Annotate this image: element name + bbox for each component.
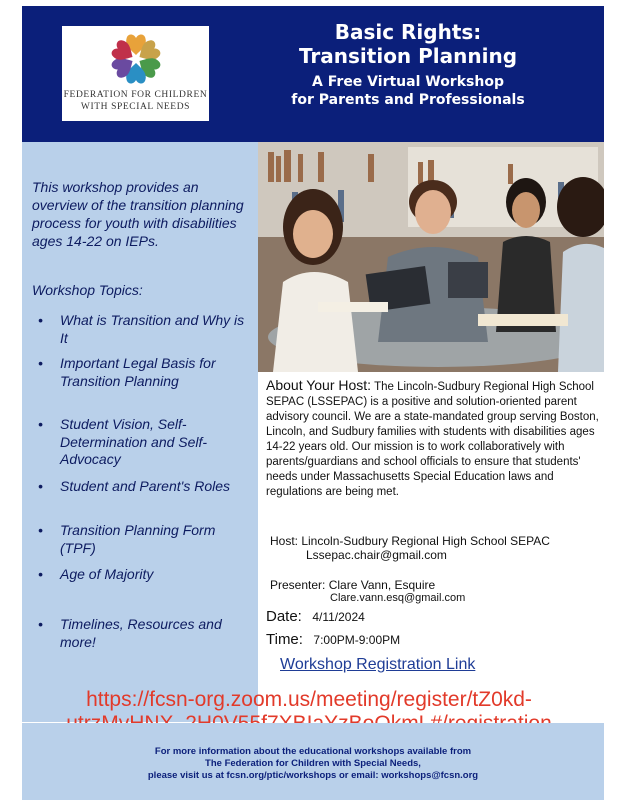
date-label: Date: (266, 608, 302, 625)
topics-heading: Workshop Topics: (32, 282, 143, 298)
footer-line2: The Federation for Children with Special Needs, (205, 758, 421, 769)
sidebar-panel (22, 142, 258, 722)
title-line2: Transition Planning (298, 44, 518, 68)
topic-item (32, 478, 252, 496)
topic-label: Transition Planning Form (TPF) (60, 522, 216, 556)
topic-label: Student and Parent's Roles (60, 478, 231, 494)
topic-label: Age of Majority (60, 566, 154, 582)
date-value: 4/11/2024 (312, 610, 365, 624)
topic-label: What is Transition and Why is It (60, 312, 245, 346)
bullet-icon: • (38, 416, 43, 432)
about-host-heading: About Your Host: (266, 377, 372, 393)
topic-item (32, 312, 252, 347)
subtitle-line2: for Parents and Professionals (291, 92, 525, 108)
logo-text-line1: FEDERATION FOR CHILDREN (63, 90, 208, 100)
bullet-icon: • (38, 566, 43, 582)
header-banner (22, 6, 604, 142)
topic-item (32, 522, 252, 557)
subtitle-line1: A Free Virtual Workshop (312, 74, 504, 90)
host-line: Host: Lincoln-Sudbury Regional High School SEPAC (270, 534, 550, 548)
topic-item (32, 566, 252, 584)
time-value: 7:00PM-9:00PM (313, 633, 401, 647)
topic-label: Student Vision, Self-Determination and Self-Advocacy (60, 416, 208, 467)
date-row (266, 608, 365, 626)
about-host-section (266, 378, 602, 500)
time-row (266, 631, 400, 649)
students-photo (258, 142, 604, 372)
logo (62, 26, 209, 121)
heart-flower-icon (106, 29, 166, 89)
footer-line1: For more information about the educational workshops available from (154, 746, 472, 757)
bullet-icon: • (38, 522, 43, 538)
registration-url-line1[interactable]: https://fcsn-org.zoom.us/meeting/register/tZ0kd- (86, 688, 532, 711)
bullet-icon: • (38, 478, 43, 494)
presenter-line: Presenter: Clare Vann, Esquire (270, 578, 436, 592)
footer-line3: please visit us at fcsn.org/ptic/workshops or email: workshops@fcsn.org (147, 770, 479, 781)
bullet-icon: • (38, 312, 43, 328)
topic-item (32, 416, 252, 469)
host-email: Lssepac.chair@gmail.com (306, 548, 447, 562)
topic-item (32, 616, 252, 651)
registration-link[interactable]: Workshop Registration Link (280, 656, 476, 673)
topic-item (32, 355, 252, 390)
topic-label: Important Legal Basis for Transition Planning (60, 355, 216, 389)
intro-text: This workshop provides an overview of the transition planning process for youth with disabilities ages 14-22 on IEPs. (32, 179, 244, 249)
footer (22, 723, 604, 800)
time-label: Time: (266, 631, 303, 648)
title-line1: Basic Rights: (334, 20, 482, 44)
presenter-email: Clare.vann.esq@gmail.com (330, 592, 466, 604)
topic-label: Timelines, Resources and more! (60, 616, 222, 650)
logo-text-line2: WITH SPECIAL NEEDS (80, 102, 191, 112)
about-host-body: The Lincoln-Sudbury Regional High School SEPAC (LSSEPAC) is a positive and solution-oriented parent advisory council. We are a state-mandated group serving Boston, Lincoln, and Sudbury families with students with disabilities ages 14-22 years old. Our mission is to work collaboratively with parents/guardians and school officials to ensure that students' needs under Massachusetts Special Education laws and regulations are being met. (266, 381, 599, 498)
bullet-icon: • (38, 616, 43, 632)
bullet-icon: • (38, 355, 43, 371)
